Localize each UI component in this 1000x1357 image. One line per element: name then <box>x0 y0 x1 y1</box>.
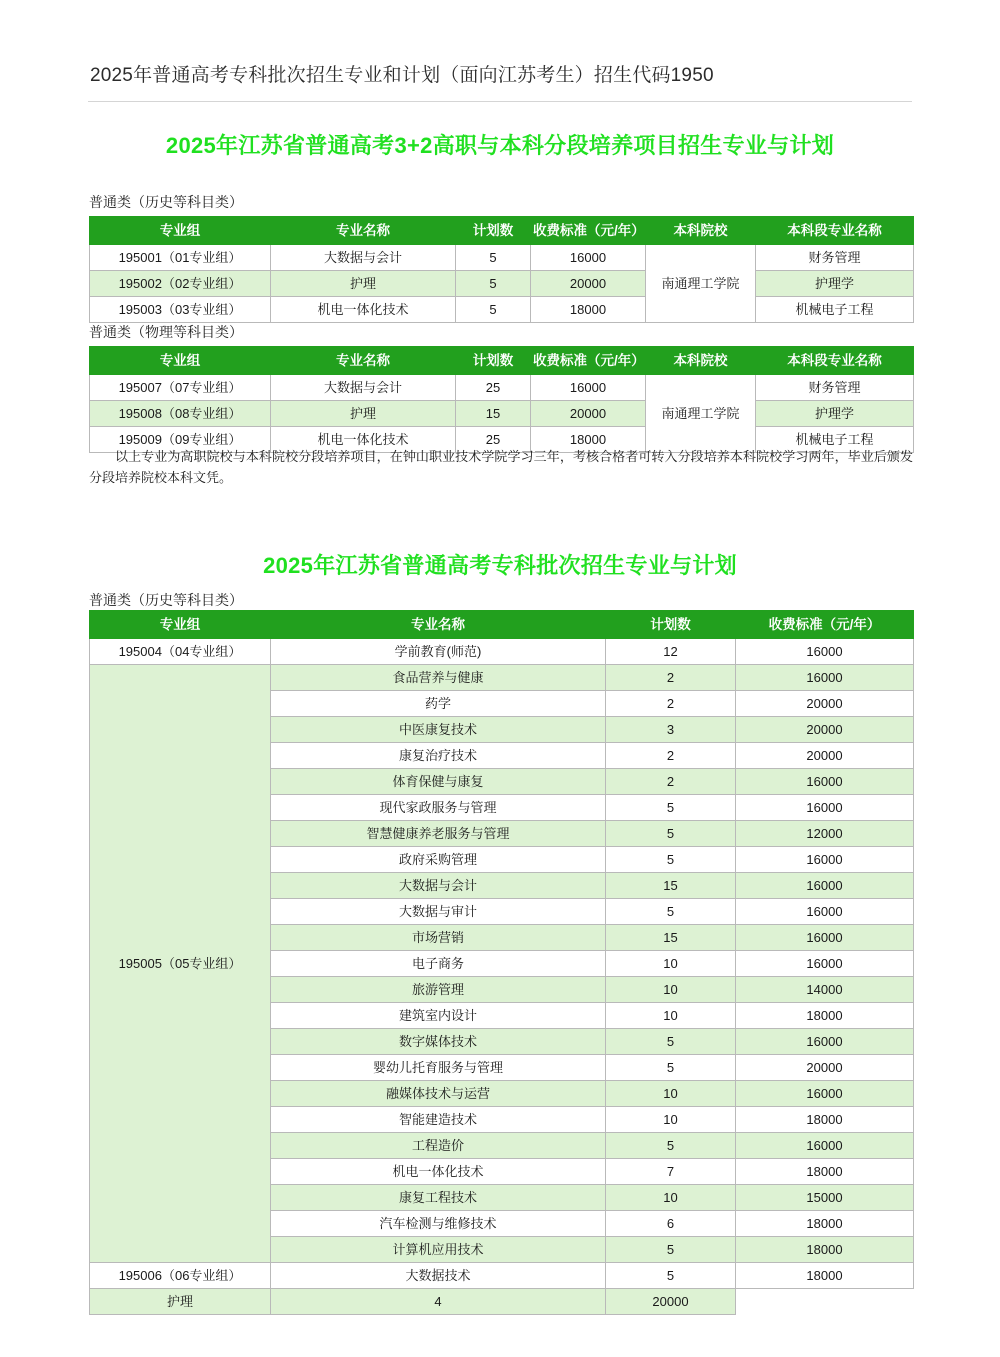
cell-ben-major: 财务管理 <box>756 375 914 401</box>
cell-plan: 5 <box>456 271 531 297</box>
table-row <box>90 271 914 297</box>
cell-ben-major: 财务管理 <box>756 245 914 271</box>
cell-fee: 16000 <box>736 899 914 925</box>
cell-major: 药学 <box>271 691 606 717</box>
col-header-plan: 计划数 <box>606 611 736 639</box>
table-row <box>90 639 914 665</box>
cell-major: 护理 <box>271 271 456 297</box>
cell-fee: 18000 <box>736 1107 914 1133</box>
cell-plan: 4 <box>271 1289 606 1315</box>
table-row <box>90 401 914 427</box>
cell-fee: 15000 <box>736 1185 914 1211</box>
cell-fee: 20000 <box>531 401 646 427</box>
cell-fee: 16000 <box>736 951 914 977</box>
cell-major: 政府采购管理 <box>271 847 606 873</box>
cell-group: 195006（06专业组） <box>90 1263 271 1289</box>
cell-fee: 16000 <box>736 769 914 795</box>
table-row <box>90 245 914 271</box>
cell-plan: 15 <box>606 873 736 899</box>
cell-plan: 10 <box>606 1185 736 1211</box>
cell-fee: 16000 <box>531 245 646 271</box>
cell-university: 南通理工学院 <box>646 245 756 323</box>
cell-ben-major: 机械电子工程 <box>756 297 914 323</box>
table-row <box>90 1263 914 1289</box>
cell-major: 中医康复技术 <box>271 717 606 743</box>
cell-major: 食品营养与健康 <box>271 665 606 691</box>
cell-major: 机电一体化技术 <box>271 297 456 323</box>
cell-group: 195008（08专业组） <box>90 401 271 427</box>
cell-ben-major: 护理学 <box>756 271 914 297</box>
cell-plan: 12 <box>606 639 736 665</box>
cell-fee: 20000 <box>736 743 914 769</box>
cell-fee: 18000 <box>736 1003 914 1029</box>
cell-plan: 5 <box>606 821 736 847</box>
table-row <box>90 297 914 323</box>
cell-fee: 20000 <box>736 1055 914 1081</box>
cell-plan: 2 <box>606 665 736 691</box>
table-row <box>90 375 914 401</box>
cell-fee: 16000 <box>736 1029 914 1055</box>
cell-major: 大数据与会计 <box>271 873 606 899</box>
cell-fee: 16000 <box>736 1081 914 1107</box>
cell-plan: 10 <box>606 1107 736 1133</box>
col-header-fee: 收费标准（元/年） <box>531 347 646 375</box>
cell-group: 195007（07专业组） <box>90 375 271 401</box>
cell-plan: 2 <box>606 691 736 717</box>
cell-major: 数字媒体技术 <box>271 1029 606 1055</box>
header-divider <box>88 101 912 102</box>
cell-major: 电子商务 <box>271 951 606 977</box>
cell-plan: 5 <box>606 1029 736 1055</box>
col-header-major: 专业名称 <box>271 217 456 245</box>
cell-university: 南通理工学院 <box>646 375 756 453</box>
col-header-group: 专业组 <box>90 217 271 245</box>
caption-3plus2-history: 普通类（历史等科目类） <box>89 194 243 210</box>
cell-major: 智慧健康养老服务与管理 <box>271 821 606 847</box>
cell-major: 汽车检测与维修技术 <box>271 1211 606 1237</box>
cell-ben-major: 护理学 <box>756 401 914 427</box>
col-header-fee: 收费标准（元/年） <box>531 217 646 245</box>
col-header-university: 本科院校 <box>646 217 756 245</box>
cell-plan: 5 <box>606 1055 736 1081</box>
cell-fee: 20000 <box>531 271 646 297</box>
cell-fee: 16000 <box>736 925 914 951</box>
col-header-university: 本科院校 <box>646 347 756 375</box>
cell-major: 护理 <box>90 1289 271 1315</box>
cell-plan: 15 <box>456 401 531 427</box>
cell-plan: 2 <box>606 769 736 795</box>
col-header-ben-major: 本科段专业名称 <box>756 217 914 245</box>
cell-plan: 7 <box>606 1159 736 1185</box>
cell-fee: 18000 <box>736 1263 914 1289</box>
cell-fee: 18000 <box>736 1211 914 1237</box>
cell-major: 现代家政服务与管理 <box>271 795 606 821</box>
cell-major: 康复工程技术 <box>271 1185 606 1211</box>
table-3plus2-physics <box>89 346 914 453</box>
cell-group: 195009（09专业组） <box>90 427 271 453</box>
cell-fee: 20000 <box>606 1289 736 1315</box>
cell-major: 市场营销 <box>271 925 606 951</box>
table-row <box>90 1289 914 1315</box>
table-row <box>90 665 914 691</box>
cell-fee: 16000 <box>736 639 914 665</box>
cell-fee: 16000 <box>531 375 646 401</box>
cell-plan: 5 <box>456 297 531 323</box>
cell-plan: 5 <box>606 1237 736 1263</box>
cell-plan: 10 <box>606 977 736 1003</box>
cell-major: 计算机应用技术 <box>271 1237 606 1263</box>
document-running-head: 2025年普通高考专科批次招生专业和计划（面向江苏考生）招生代码1950 <box>90 65 714 86</box>
cell-fee: 18000 <box>531 297 646 323</box>
cell-group: 195004（04专业组） <box>90 639 271 665</box>
caption-3plus2-physics: 普通类（物理等科目类） <box>89 324 243 340</box>
col-header-plan: 计划数 <box>456 217 531 245</box>
cell-fee: 20000 <box>736 691 914 717</box>
section-note-3plus2: 以上专业为高职院校与本科院校分段培养项目，在钟山职业技术学院学习三年，考核合格者可转入分段培养本科院校学习两年，毕业后颁发分段培养院校本科文凭。 <box>89 449 913 485</box>
cell-plan: 5 <box>606 1263 736 1289</box>
table-header-row <box>90 611 914 639</box>
cell-major: 建筑室内设计 <box>271 1003 606 1029</box>
col-header-plan: 计划数 <box>456 347 531 375</box>
cell-major: 机电一体化技术 <box>271 1159 606 1185</box>
cell-plan: 5 <box>606 847 736 873</box>
cell-fee: 14000 <box>736 977 914 1003</box>
cell-major: 智能建造技术 <box>271 1107 606 1133</box>
col-header-group: 专业组 <box>90 611 271 639</box>
section-title-zhuanke: 2025年江苏省普通高考专科批次招生专业与计划 <box>263 553 737 578</box>
caption-zhuanke-history: 普通类（历史等科目类） <box>89 592 243 608</box>
cell-major: 大数据与审计 <box>271 899 606 925</box>
col-header-group: 专业组 <box>90 347 271 375</box>
cell-plan: 2 <box>606 743 736 769</box>
cell-plan: 15 <box>606 925 736 951</box>
cell-major: 婴幼儿托育服务与管理 <box>271 1055 606 1081</box>
cell-plan: 25 <box>456 375 531 401</box>
cell-fee: 16000 <box>736 847 914 873</box>
cell-ben-major: 机械电子工程 <box>756 427 914 453</box>
cell-major: 护理 <box>271 401 456 427</box>
cell-major: 大数据与会计 <box>271 245 456 271</box>
section-title-3plus2: 2025年江苏省普通高考3+2高职与本科分段培养项目招生专业与计划 <box>165 133 835 158</box>
cell-major: 融媒体技术与运营 <box>271 1081 606 1107</box>
cell-fee: 16000 <box>736 1133 914 1159</box>
cell-fee: 18000 <box>736 1159 914 1185</box>
col-header-ben-major: 本科段专业名称 <box>756 347 914 375</box>
col-header-major: 专业名称 <box>271 347 456 375</box>
col-header-fee: 收费标准（元/年） <box>736 611 914 639</box>
table-zhuanke <box>89 610 914 1315</box>
table-3plus2-history <box>89 216 914 323</box>
cell-fee: 12000 <box>736 821 914 847</box>
cell-plan: 5 <box>606 795 736 821</box>
col-header-major: 专业名称 <box>271 611 606 639</box>
cell-major: 大数据与会计 <box>271 375 456 401</box>
cell-major: 旅游管理 <box>271 977 606 1003</box>
cell-major: 体育保健与康复 <box>271 769 606 795</box>
cell-group: 195001（01专业组） <box>90 245 271 271</box>
cell-plan: 3 <box>606 717 736 743</box>
cell-plan: 10 <box>606 951 736 977</box>
cell-major: 工程造价 <box>271 1133 606 1159</box>
cell-fee: 20000 <box>736 717 914 743</box>
cell-fee: 16000 <box>736 665 914 691</box>
cell-major: 机电一体化技术 <box>271 427 456 453</box>
cell-fee: 18000 <box>736 1237 914 1263</box>
cell-plan: 5 <box>606 1133 736 1159</box>
cell-plan: 5 <box>606 899 736 925</box>
cell-group: 195003（03专业组） <box>90 297 271 323</box>
cell-fee: 18000 <box>531 427 646 453</box>
cell-major: 康复治疗技术 <box>271 743 606 769</box>
cell-plan: 10 <box>606 1081 736 1107</box>
cell-plan: 10 <box>606 1003 736 1029</box>
table-header-row <box>90 217 914 245</box>
cell-plan: 6 <box>606 1211 736 1237</box>
cell-fee: 16000 <box>736 873 914 899</box>
cell-major: 大数据技术 <box>271 1263 606 1289</box>
table-header-row <box>90 347 914 375</box>
cell-group: 195002（02专业组） <box>90 271 271 297</box>
cell-plan: 5 <box>456 245 531 271</box>
cell-group: 195005（05专业组） <box>90 665 271 1263</box>
cell-major: 学前教育(师范) <box>271 639 606 665</box>
cell-plan: 25 <box>456 427 531 453</box>
cell-fee: 16000 <box>736 795 914 821</box>
